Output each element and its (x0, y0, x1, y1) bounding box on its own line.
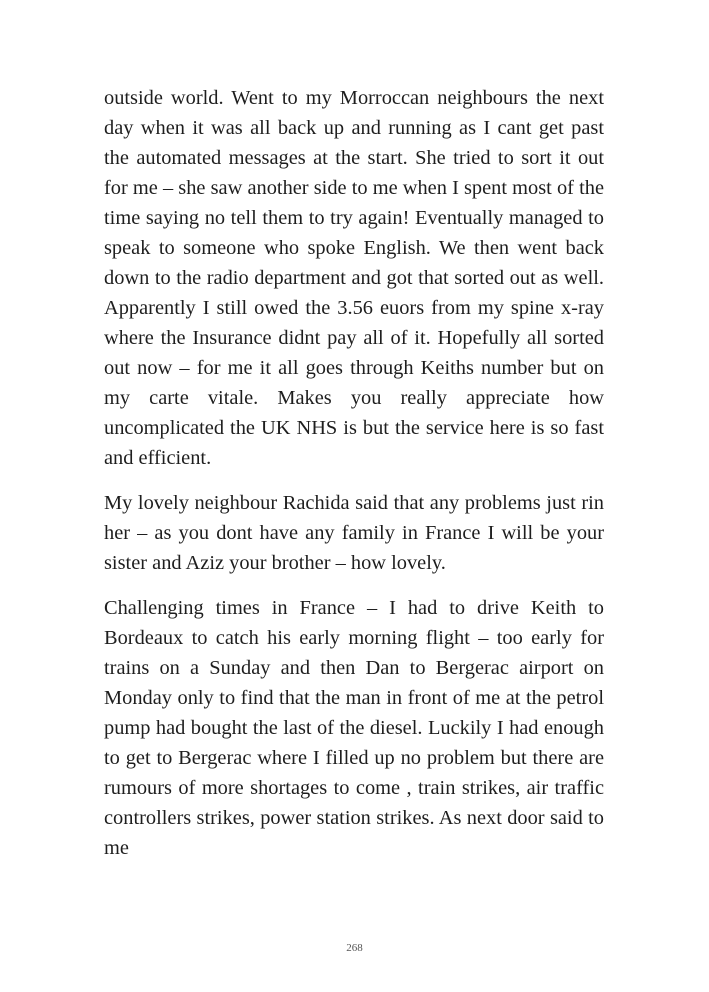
paragraph-1: outside world. Went to my Morroccan neighbours the next day when it was all back up and running as I cant get past the automated messages at the start. She tried to sort it out for me – she saw another side to me when I spent most of the time saying no tell them to try again! Eventually managed to speak to someone who spoke English. We then went back down to the radio department and got that sorted out as well. Apparently I still owed the 3.56 euors from my spine x-ray where the Insurance didnt pay all of it. Hopefully all sorted out now – for me it all goes through Keiths number but on my carte vitale. Makes you really appreciate how uncomplicated the UK NHS is but the service here is so fast and efficient. (104, 87, 604, 469)
paragraph-3: Challenging times in France – I had to drive Keith to Bordeaux to catch his early morning flight – too early for trains on a Sunday and then Dan to Bergerac airport on Monday only to find that the man in front of me at the petrol pump had bought the last of the diesel. Luckily I had enough to get to Bergerac where I filled up no problem but there are rumours of more shortages to come , train strikes, air traffic controllers strikes, power station strikes. As next door said to me (104, 597, 604, 859)
paragraph-2: My lovely neighbour Rachida said that any problems just rin her – as you dont have any family in France I will be your sister and Aziz your brother – how lovely. (104, 492, 604, 574)
page-number: 268 (346, 942, 363, 954)
page-body (104, 83, 604, 878)
